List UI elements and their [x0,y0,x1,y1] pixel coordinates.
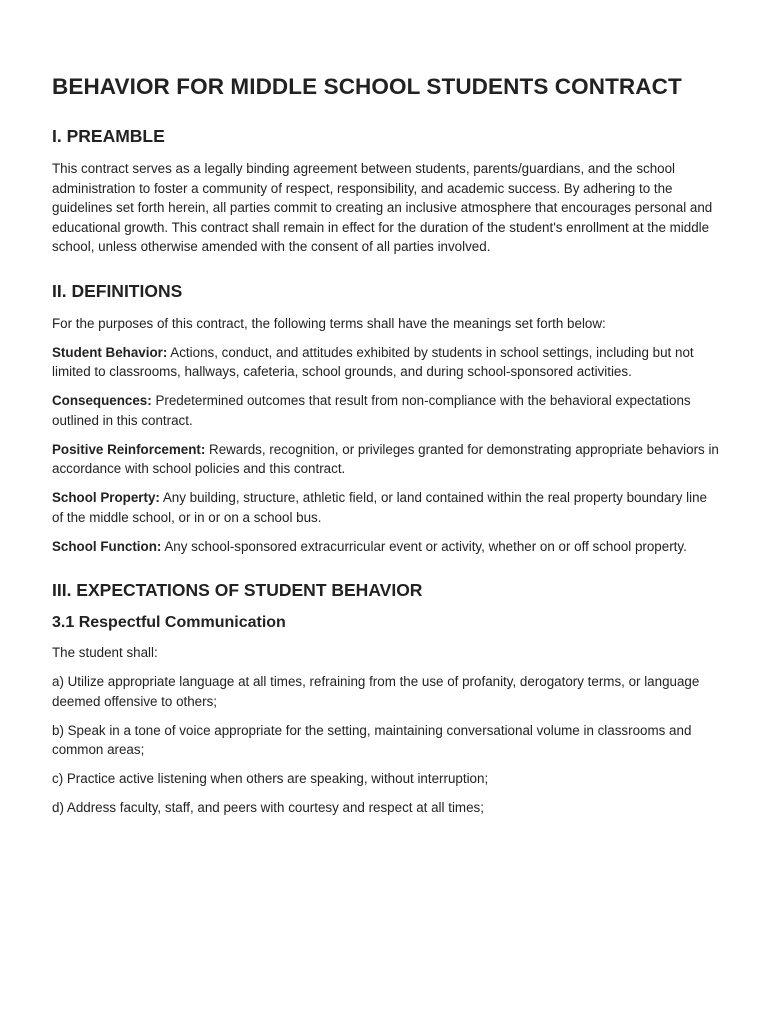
definition-text: Rewards, recognition, or privileges granted for demonstrating appropriate behaviors in accordance with school policies and this contract. [52,441,719,476]
definition-term: School Property: [52,490,160,505]
list-item: b) Speak in a tone of voice appropriate for the setting, maintaining conversational volume in classrooms and common areas; [52,722,692,757]
definition-term: Positive Reinforcement: [52,441,206,457]
definition-item [52,343,720,382]
definitions-heading: II. DEFINITIONS [52,280,183,301]
definition-text: Any building, structure, athletic field, or land contained within the real property boundary line of the middle school, or in or on a school bus. [52,490,707,525]
definition-item [52,440,720,479]
preamble-text: This contract serves as a legally binding agreement between students, parents/guardians, and the school administration to foster a community of respect, responsibility, and academic success. By adhering to the guidelines set forth herein, all parties commit to creating an inclusive atmosphere that encourages personal and educational growth. This contract shall remain in effect for the duration of the student's enrollment at the middle school, unless otherwise amended with the consent of all parties involved. [52,161,713,254]
list-item: c) Practice active listening when others are speaking, without interruption; [52,771,489,786]
definition-text: Predetermined outcomes that result from non-compliance with the behavioral expectations outlined in this contract. [52,393,691,428]
definition-term: Student Behavior: [52,344,168,360]
list-item: a) Utilize appropriate language at all times, refraining from the use of profanity, derogatory terms, or language deemed offensive to others; [52,674,700,709]
expectations-section [52,579,720,818]
definition-text: Actions, conduct, and attitudes exhibited by students in school settings, including but not limited to classrooms, hallways, cafeteria, school grounds, and during school-sponsored activities. [52,344,694,379]
definitions-section [52,280,720,557]
preamble-section [52,125,720,257]
definition-item [52,537,720,557]
definitions-intro: For the purposes of this contract, the following terms shall have the meanings set forth below: [52,315,606,331]
definition-term: Consequences: [52,393,152,408]
expectations-heading: III. EXPECTATIONS OF STUDENT BEHAVIOR [52,580,423,600]
respectful-communication-subsection [52,613,720,818]
definition-item [52,488,720,527]
definition-text: Any school-sponsored extracurricular event or activity, whether on or off school property. [161,538,687,554]
preamble-heading: I. PREAMBLE [52,126,165,146]
document-title: BEHAVIOR FOR MIDDLE SCHOOL STUDENTS CONTRACT [52,74,682,99]
definition-term: School Function: [52,538,162,554]
subsection-intro: The student shall: [52,645,158,660]
document-page [52,70,720,841]
list-item: d) Address faculty, staff, and peers with courtesy and respect at all times; [52,800,484,815]
subsection-heading: 3.1 Respectful Communication [52,614,286,631]
definition-item [52,391,720,430]
